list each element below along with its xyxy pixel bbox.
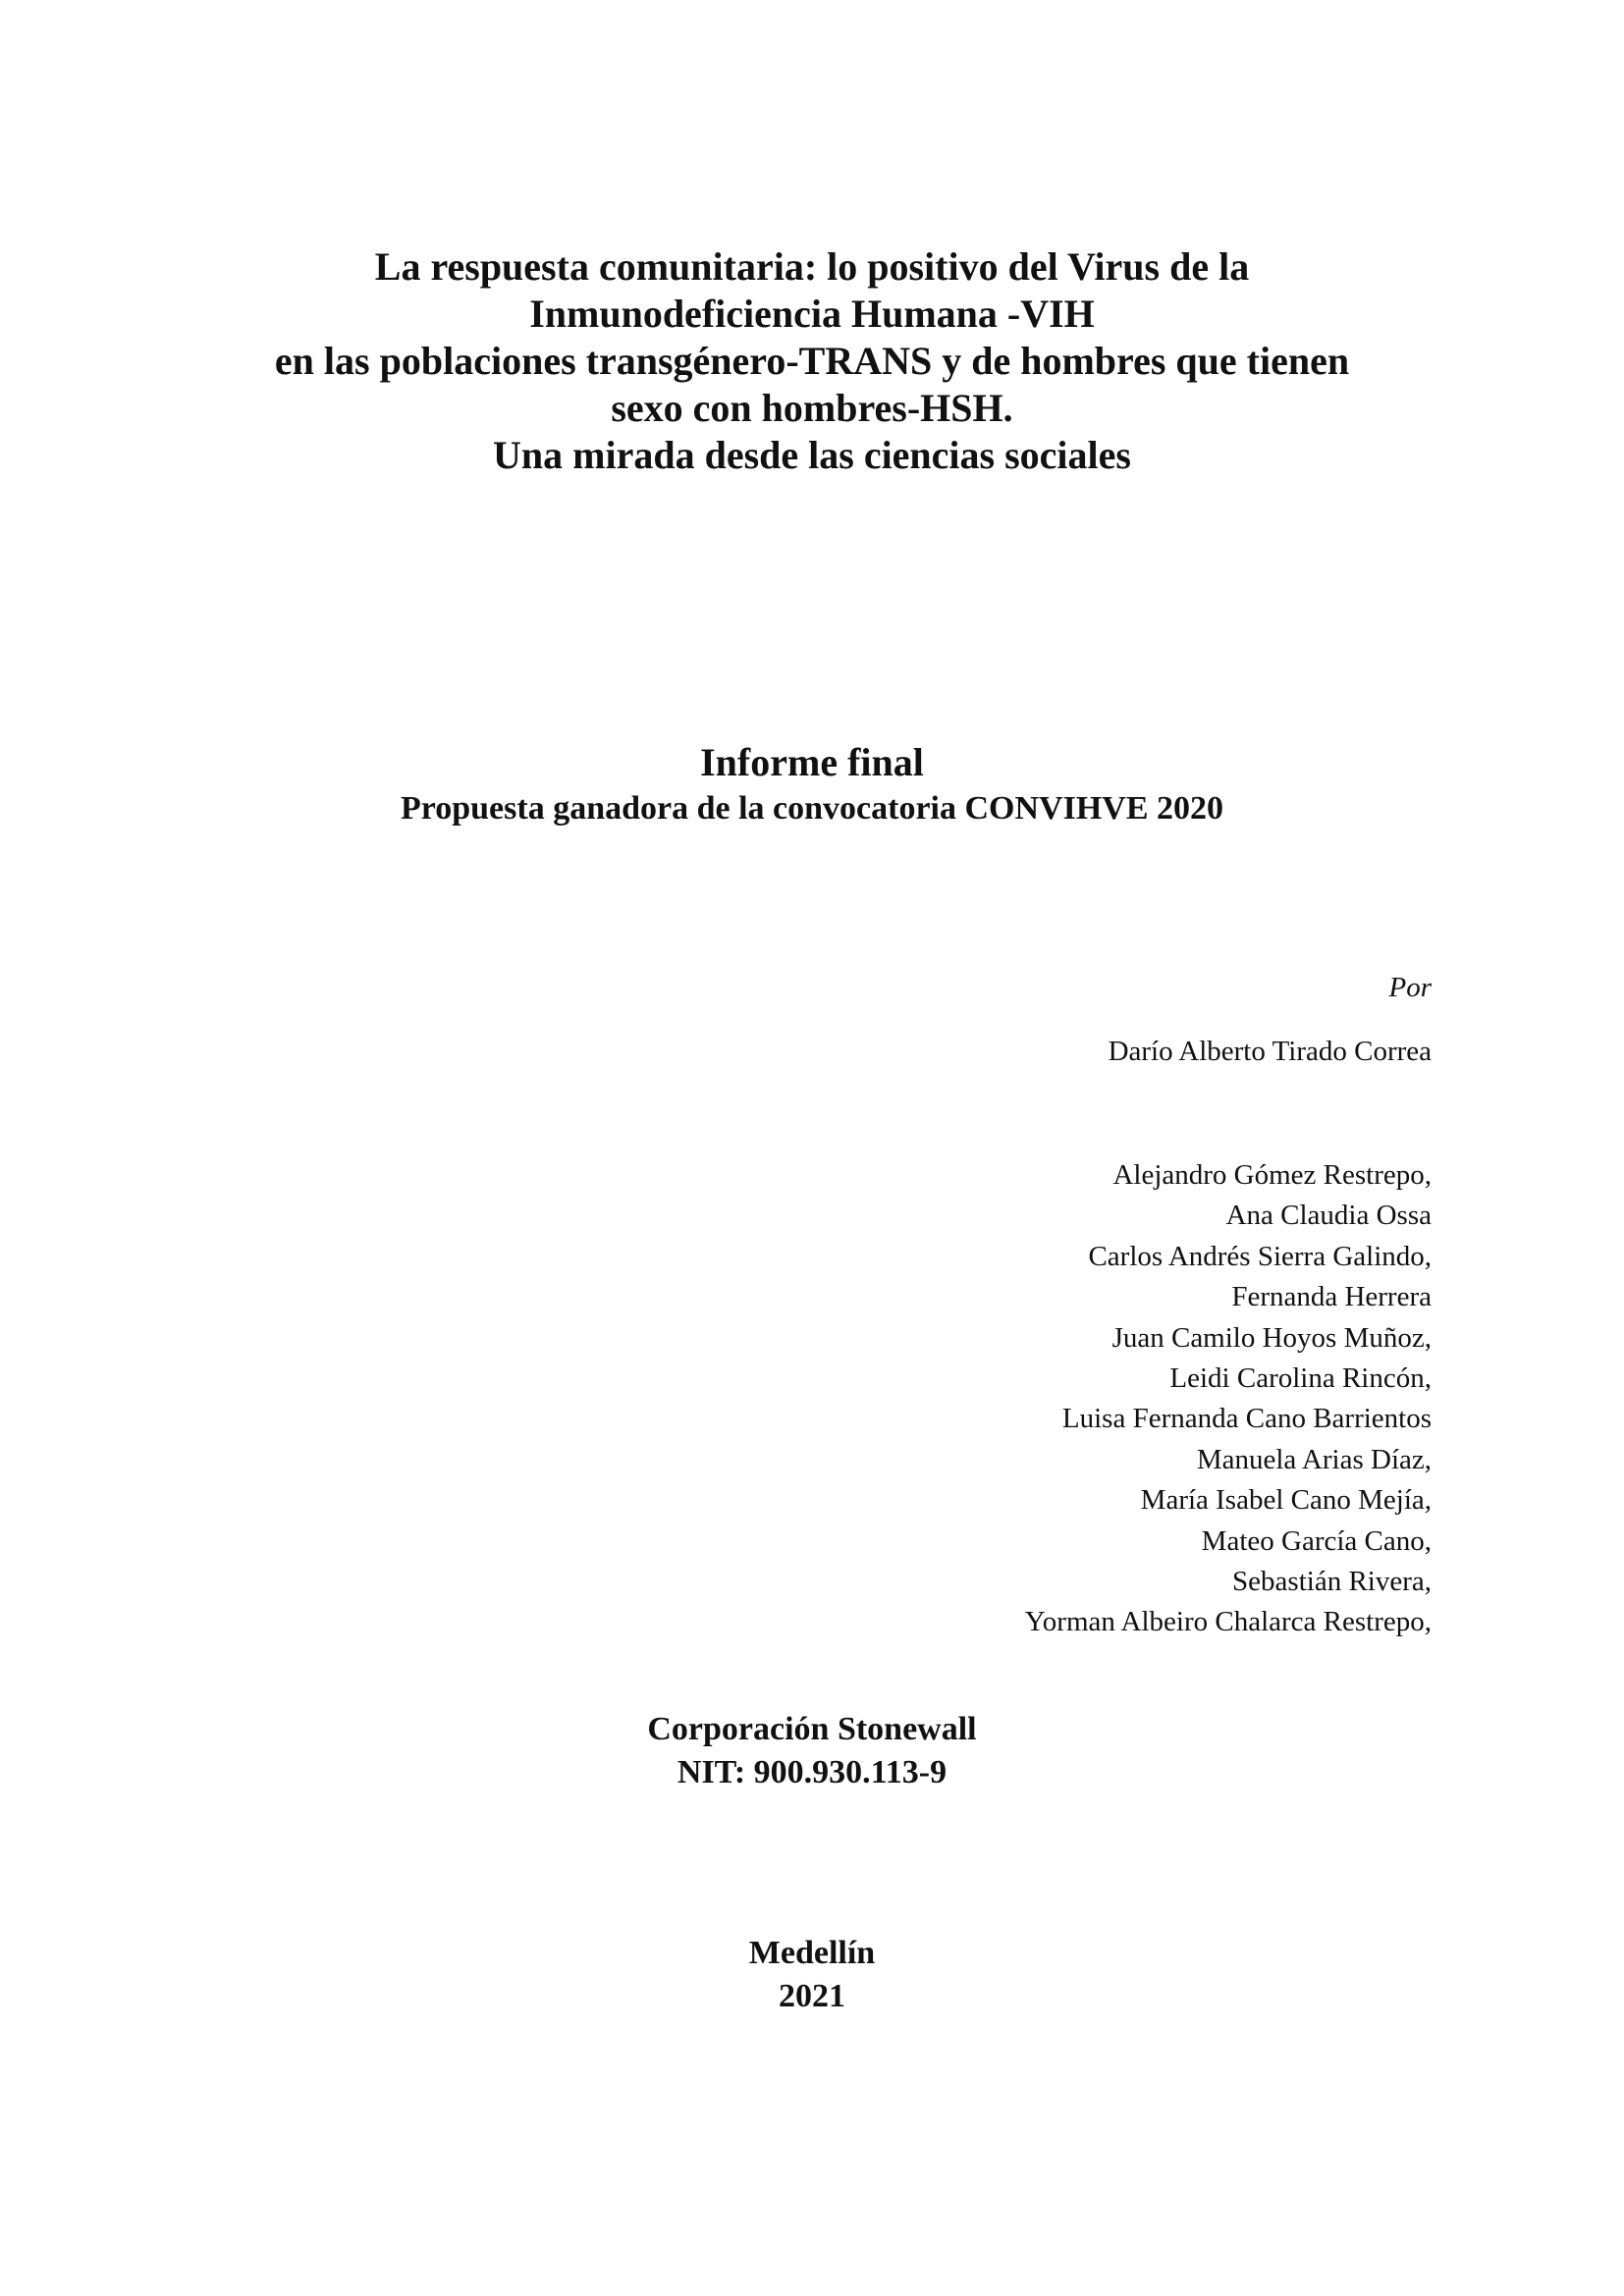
report-title: Informe final [700, 740, 924, 784]
author-block [1109, 968, 1432, 1071]
lead-author: Darío Alberto Tirado Correa [1108, 1036, 1432, 1067]
co-author-list [1025, 1155, 1432, 1643]
co-author-6: Leidi Carolina Rincón, [1169, 1362, 1432, 1395]
year: 2021 [779, 1978, 845, 2014]
co-author-2: Ana Claudia Ossa [1225, 1200, 1432, 1232]
title-line-4: sexo con hombres-HSH. [611, 386, 1013, 430]
co-author-8: Manuela Arias Díaz, [1196, 1443, 1432, 1475]
title-line-1: La respuesta comunitaria: lo positivo del Virus de la [374, 244, 1250, 289]
place-date-block [0, 1932, 1624, 2018]
document-title [0, 243, 1624, 479]
organization-block [0, 1708, 1624, 1794]
organization-name: Corporación Stonewall [647, 1711, 977, 1747]
report-subtitle: Propuesta ganadora de la convocatoria CONVIHVE 2020 [400, 790, 1224, 827]
co-author-1: Alejandro Gómez Restrepo, [1112, 1159, 1432, 1191]
co-author-4: Fernanda Herrera [1231, 1281, 1432, 1313]
co-author-12: Yorman Albeiro Chalarca Restrepo, [1024, 1606, 1432, 1638]
co-author-11: Sebastián Rivera, [1232, 1566, 1432, 1598]
co-author-5: Juan Camilo Hoyos Muñoz, [1111, 1321, 1432, 1354]
report-heading [0, 738, 1624, 830]
co-author-10: Mateo García Cano, [1201, 1524, 1432, 1557]
co-author-7: Luisa Fernanda Cano Barrientos [1061, 1403, 1432, 1435]
title-line-3: en las poblaciones transgénero-TRANS y de hombres que tienen [274, 339, 1350, 383]
by-label: Por [1388, 972, 1432, 1003]
co-author-3: Carlos Andrés Sierra Galindo, [1088, 1240, 1432, 1272]
title-line-2: Inmunodeficiencia Humana -VIH [529, 292, 1095, 336]
co-author-9: María Isabel Cano Mejía, [1140, 1484, 1432, 1517]
organization-nit: NIT: 900.930.113-9 [677, 1754, 947, 1790]
city: Medellín [748, 1935, 876, 1971]
title-line-5: Una mirada desde las ciencias sociales [493, 433, 1131, 477]
